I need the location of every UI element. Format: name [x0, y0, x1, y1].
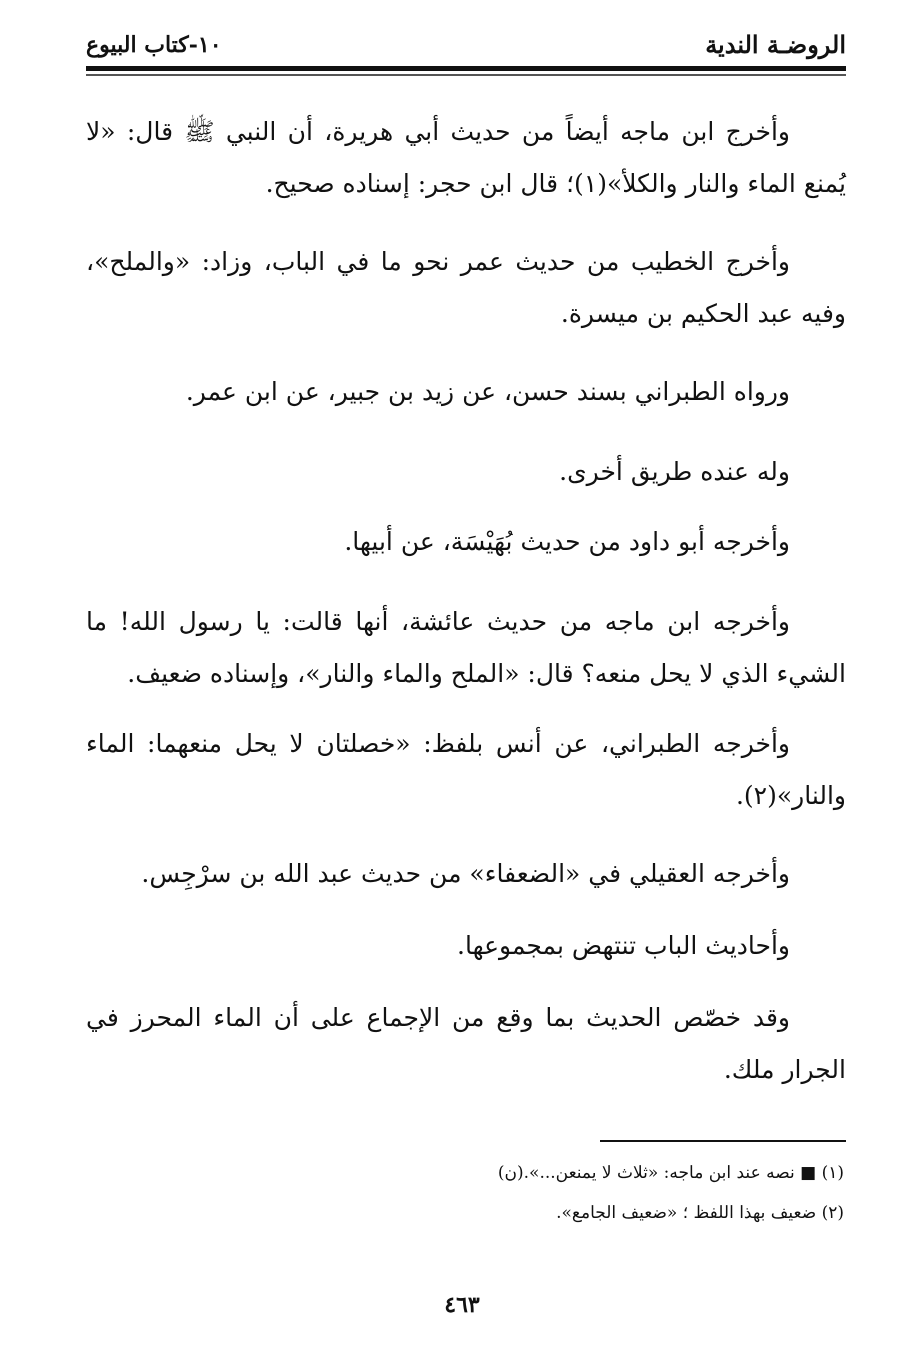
paragraph-7: وأخرجه الطبراني، عن أنس بلفظ: «خصلتان لا يحل منعهما: الماء والنار»(٢).	[86, 729, 846, 810]
paragraph-3: ورواه الطبراني بسند حسن، عن زيد بن جبير، عن ابن عمر.	[185, 377, 790, 406]
book-title: الروضـة الندية	[705, 30, 846, 59]
paragraph-2: وأخرج الخطيب من حديث عمر نحو ما في الباب، وزاد: «والملح»، وفيه عبد الحكيم بن ميسرة.	[86, 247, 846, 328]
footnote-1: (١) ■ نصه عند ابن ماجه: «ثلاث لا يمنعن...».(ن)	[497, 1163, 844, 1183]
paragraph-6: وأخرجه ابن ماجه من حديث عائشة، أنها قالت: يا رسول الله! ما الشيء الذي لا يحل منعه؟ قال: «الملح والماء والنار»، وإسناده ضعيف.	[86, 607, 846, 688]
header-rule-thin	[86, 74, 846, 76]
paragraph-1: وأخرج ابن ماجه أيضاً من حديث أبي هريرة، أن النبي ﷺ قال: «لا يُمنع الماء والنار والكلأ»(١)؛ قال ابن حجر: إسناده صحيح.	[86, 117, 846, 198]
paragraph-4: وله عنده طريق أخرى.	[559, 457, 790, 486]
footnote-2: (٢) ضعيف بهذا اللفظ ؛ «ضعيف الجامع».	[556, 1203, 844, 1223]
chapter-title: ١٠-كتاب البيوع	[86, 32, 222, 58]
running-header	[86, 30, 846, 64]
paragraph-8: وأخرجه العقيلي في «الضعفاء» من حديث عبد الله بن سرْجِس.	[141, 859, 790, 888]
page-number: ٤٦٣	[444, 1292, 480, 1318]
paragraph-9: وأحاديث الباب تنتهض بمجموعها.	[457, 931, 790, 960]
paragraph-10: وقد خصّص الحديث بما وقع من الإجماع على أن الماء المحرز في الجرار ملك.	[86, 1003, 846, 1084]
header-rule	[86, 66, 846, 71]
paragraph-5: وأخرجه أبو داود من حديث بُهَيْسَة، عن أبيها.	[344, 527, 790, 556]
footnote-rule	[600, 1140, 846, 1142]
